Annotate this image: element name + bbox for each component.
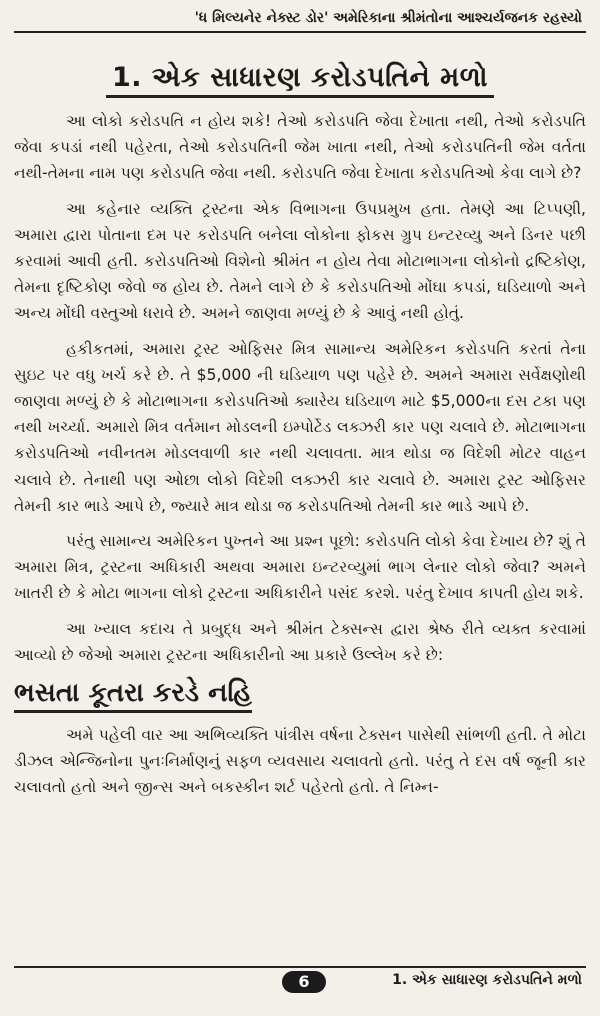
paragraph-4: પરંતુ સામાન્ય અમેરિકન પુખ્તને આ પ્રશ્ન પૂછો: કરોડપતિ લોકો કેવા દેખાય છે? શું તે અમારા મિત્ર, ટ્રસ્ટના અધિકારી અથવા અમારા ઇન્ટરવ્યુમાં ભાગ લેનાર લોકો જેવા? અમને ખાતરી છે કે મોટા ભાગના લોકો ટ્રસ્ટના અધિકારીને પસંદ કરશે. પરંતુ દેખાવ કાપતી હોય શકે. [14,532,587,603]
chapter-title-text: 1. એક સાધારણ કરોડપતિને મળો [106,62,494,98]
paragraph-6: અમે પહેલી વાર આ અભિવ્યક્તિ પાંત્રીસ વર્ષના ટેક્સન પાસેથી સાંભળી હતી. તે મોટા ડીઝલ એન્જિનોના પુનઃનિર્માણનું સફળ વ્યવસાય ચલાવતો હતો. પરંતુ તે દસ વર્ષ જૂની કાર ચલાવતો હતો અને જીન્સ અને બકસ્કીન શર્ટ પહેરતો હતો. તે નિમ્ન- [14,726,586,797]
footer-chapter-title: 1. એક સાધારણ કરોડપતિને મળો [392,972,582,988]
page-number: 6 [282,971,326,993]
section-heading [14,677,586,713]
page-footer [14,966,586,996]
paragraph-1: આ લોકો કરોડપતિ ન હોય શકે! તેઓ કરોડપતિ જેવા દેખાતા નથી, તેઓ કરોડપતિ જેવા કપડાં નથી પહેરતા, તેઓ કરોડપતિની જેમ ખાતા નથી, તેઓ કરોડપતિની જેમ વર્તતા નથી-તેમના નામ પણ કરોડપતિ જેવા નથી. કરોડપતિ જેવા દેખાતા કરોડપતિઓ કેવા લાગે છે? [14,112,586,183]
paragraph-5: આ ખ્યાલ કદાચ તે પ્રબુદ્ધ અને શ્રીમંત ટેક્સન્સ દ્વારા શ્રેષ્ઠ રીતે વ્યક્ત કરવામાં આવ્યો છે જેઓ અમારા ટ્રસ્ટના અધિકારીનો આ પ્રકારે ઉલ્લેખ કરે છે: [14,619,586,664]
body-text [14,108,586,810]
paragraph-2: આ કહેનાર વ્યક્તિ ટ્રસ્ટના એક વિભાગના ઉપપ્રમુખ હતા. તેમણે આ ટિપ્પણી, અમારા દ્વારા પોતાના દમ પર કરોડપતિ બનેલા લોકોના ફોકસ ગ્રુપ ઇન્ટરવ્યુ અને ડિનર પછી કરવામાં આવી હતી. કરોડપતિઓ વિશેનો શ્રીમંત ન હોય તેવા મોટાભાગના લોકોનો દ્રષ્ટિકોણ, તેમના દૃષ્ટિકોણ જેવો જ હોય છે. તેમને લાગે છે કે કરોડપતિઓ મોંઘા કપડાં, ઘડિયાળો અને અન્ય મોંઘી વસ્તુઓ ધરાવે છે. અમને જાણવા મળ્યું છે કે આવું નથી હોતું. [14,199,586,323]
chapter-title [0,62,600,98]
section-heading-text: ભસતા કૂતરા કરડે નહિ [14,677,252,713]
paragraph-3: હકીકતમાં, અમારા ટ્રસ્ટ ઓફિસર મિત્ર સામાન્ય અમેરિકન કરોડપતિ કરતાં તેના સુઇટ પર વધુ ખર્ચ કરે છે. તે $5,000 ની ઘડિયાળ પણ પહેરે છે. અમને અમારા સર્વેક્ષણોથી જાણવા મળ્યું છે કે મોટાભાગના કરોડપતિઓ ક્યારેય ઘડિયાળ માટે $5,000ના દસ ટકા પણ નથી ખર્ચ્યા. અમારો મિત્ર વર્તમાન મોડલની ઇમ્પોર્ટેડ લક્ઝરી કાર પણ ચલાવે છે. મોટાભાગના કરોડપતિઓ નવીનતમ મોડલવાળી કાર નથી ચલાવતા. માત્ર થોડા જ વિદેશી મોટર વાહન ચલાવે છે. તેનાથી પણ ઓછા લોકો વિદેશી લક્ઝરી કાર ચલાવે છે. અમારા ટ્રસ્ટ ઓફિસર તેમની કાર ભાડે આપે છે, જ્યારે માત્ર થોડા જ કરોડપતિઓ તેમની કાર ભાડે આપે છે. [14,339,586,515]
running-header: 'ધ મિલ્યનેર નેક્સ્ટ ડોર' અમેરિકાના શ્રીમંતોના આશ્ચર્યજનક રહસ્યો [14,6,586,33]
